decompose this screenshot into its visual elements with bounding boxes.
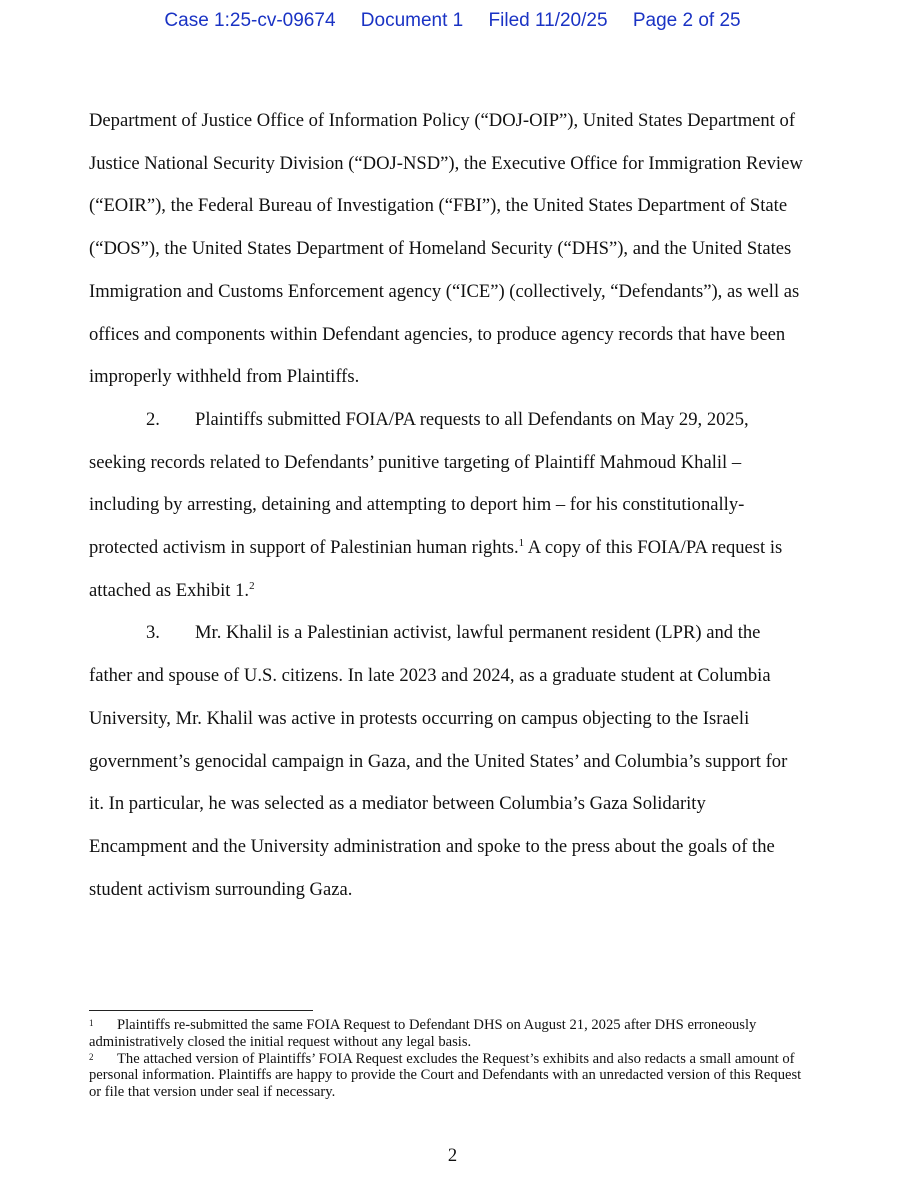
page-number: 2 <box>447 1145 458 1166</box>
paragraph-2-text-b: A copy of this FOIA/PA request is attached as Exhibit 1. <box>89 537 783 601</box>
filed-date: Filed 11/20/25 <box>488 10 608 31</box>
paragraph-2 <box>89 399 805 613</box>
footnote-1-mark: 1 <box>89 1018 94 1028</box>
footnote-ref-1: 1 <box>518 536 525 549</box>
document-number: Document 1 <box>360 10 464 31</box>
case-header <box>0 10 905 32</box>
case-number: Case 1:25-cv-09674 <box>164 10 336 31</box>
document-body <box>89 100 805 911</box>
footnote-ref-2: 2 <box>249 579 255 592</box>
paragraph-1-text: Department of Justice Office of Information Policy (“DOJ-OIP”), United States Department of Justice National Security Division (“DOJ-NSD”), the Executive Office for Immigration Review (“EOIR”), the Federal Bureau of Investigation (“FBI”), the United States Department of State (“DOS”), the United States Department of Homeland Security (“DHS”), and the United States Immigration and Customs Enforcement agency (“ICE”) (collectively, “Defendants”), as well as offices and components within Defendant agencies, to produce agency records that have been improperly withheld from Plaintiffs. <box>89 110 803 388</box>
footnote-1-text: Plaintiffs re-submitted the same FOIA Request to Defendant DHS on August 21, 2025 after DHS erroneously administratively closed the initial request without any legal basis. <box>89 1017 757 1050</box>
paragraph-2-text-a: Plaintiffs submitted FOIA/PA requests to all Defendants on May 29, 2025, seeking records related to Defendants’ punitive targeting of Plaintiff Mahmoud Khalil – including by arresting, detaining and attempting to deport him – for his constitutionally-protected activism in support of Palestinian human rights. <box>89 408 749 559</box>
footnotes <box>89 1017 805 1101</box>
footnote-divider <box>89 1010 313 1011</box>
footnote-2 <box>89 1051 805 1101</box>
paragraph-3-number: 3. <box>146 622 160 644</box>
footnote-1 <box>89 1017 805 1051</box>
footnote-2-text: The attached version of Plaintiffs’ FOIA Request excludes the Request’s exhibits and also redacts a small amount of personal information. Plaintiffs are happy to provide the Court and Defendants with an unredacted version of this Request or file that version under seal if necessary. <box>89 1050 802 1101</box>
paragraph-2-number: 2. <box>146 408 160 430</box>
paragraph-3-text: Mr. Khalil is a Palestinian activist, lawful permanent resident (LPR) and the father and spouse of U.S. citizens. In late 2023 and 2024, as a graduate student at Columbia University, Mr. Khalil was active in protests occurring on campus objecting to the Israeli government’s genocidal campaign in Gaza, and the United States’ and Columbia’s support for it. In particular, he was selected as a mediator between Columbia’s Gaza Solidarity Encampment and the University administration and spoke to the press about the goals of the student activism surrounding Gaza. <box>89 622 788 900</box>
paragraph-3 <box>89 612 805 911</box>
page-count: Page 2 of 25 <box>632 10 741 31</box>
footnote-2-mark: 2 <box>89 1051 94 1062</box>
paragraph-1-continued <box>89 100 805 399</box>
